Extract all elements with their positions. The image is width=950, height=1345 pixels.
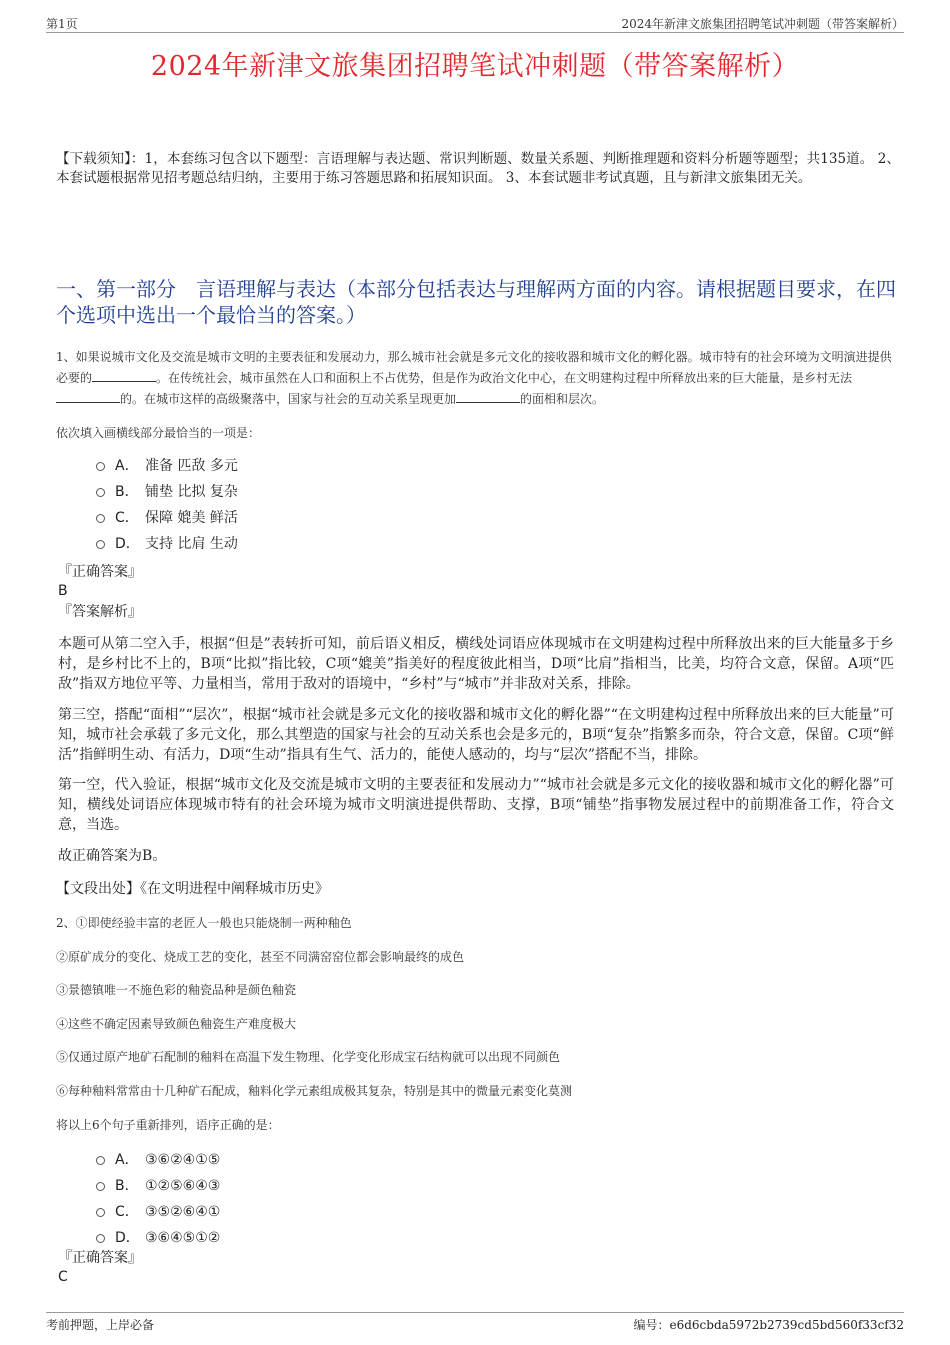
section-heading: 一、第一部分 言语理解与表达（本部分包括表达与理解两方面的内容。请根据题目要求，在四个选项中选出一个最恰当的答案。） <box>56 277 896 327</box>
footer-slogan: 考前押题，上岸必备 <box>46 1318 155 1332</box>
question-2-line: 2、①即使经验丰富的老匠人一般也只能烧制一两种釉色 <box>56 916 352 930</box>
analysis-paragraph: 第一空，代入验证，根据“城市文化及交流是城市文明的主要表征和发展动力”“城市社会就是多元文化的接收器和城市文化的孵化器”可知，横线处词语应体现城市特有的社会环境为城市文明演进提供帮助、支撑，B项“铺垫”指事物发展过程中的前期准备工作，符合文意，当选。 <box>58 777 894 833</box>
question-2-line: ⑤仅通过原产地矿石配制的釉料在高温下发生物理、化学变化形成宝石结构就可以出现不同颜色 <box>56 1050 561 1064</box>
radio-icon[interactable] <box>96 1182 105 1191</box>
source-citation: 【文段出处】《在文明进程中阐释城市历史》 <box>56 881 329 897</box>
question-1-prompt: 依次填入画横线部分最恰当的一项是： <box>56 426 261 440</box>
download-notice: 【下载须知】：1，本套练习包含以下题型：言语理解与表达题、常识判断题、数量关系题、判断推理题和资料分析题等题型；共135道。 2、本套试题根据常见招考题总结归纳，主要用于练习答题思路和拓展知识面。 3、本套试题非考试真题，且与新津文旅集团无关。 <box>56 151 900 186</box>
radio-icon[interactable] <box>96 1234 105 1243</box>
blank-3 <box>456 391 520 403</box>
radio-icon[interactable] <box>96 462 105 471</box>
radio-icon[interactable] <box>96 1156 105 1165</box>
option-c[interactable]: C． ③⑤②⑥④① <box>96 1199 220 1225</box>
question-1-options <box>96 453 238 557</box>
page-number: 第1页 <box>46 17 78 31</box>
option-b[interactable]: B． ①②⑤⑥④③ <box>96 1173 220 1199</box>
radio-icon[interactable] <box>96 1208 105 1217</box>
blank-2 <box>56 391 120 403</box>
page-footer <box>46 1312 904 1332</box>
answer-label: 『正确答案』 <box>58 564 142 580</box>
analysis-paragraph: 本题可从第二空入手，根据“但是”表转折可知，前后语义相反，横线处词语应体现城市在文明建构过程中所释放出来的巨大能量多于乡村，是乡村比不上的，B项“比拟”指比较，C项“媲美”指美好的程度彼此相当，D项“比肩”指相当，比美，均符合文意，保留。A项“匹敌”指双方地位平等、力量相当，常用于敌对的语境中，“乡村”与“城市”并非敌对关系，排除。 <box>58 636 894 692</box>
radio-icon[interactable] <box>96 540 105 549</box>
page-header <box>46 14 904 33</box>
footer-doc-id: 编号：e6d6cbda5972b2739cd5bd560f33cf32 <box>633 1318 904 1332</box>
question-2-line: ④这些不确定因素导致颜色釉瓷生产难度极大 <box>56 1017 297 1031</box>
answer-value: C <box>58 1269 68 1285</box>
question-2-line: ⑥每种釉料常常由十几种矿石配成，釉料化学元素组成极其复杂，特别是其中的微量元素变化莫测 <box>56 1084 573 1098</box>
radio-icon[interactable] <box>96 514 105 523</box>
option-d[interactable]: D． ③⑥④⑤①② <box>96 1225 220 1251</box>
option-b[interactable]: B． 铺垫 比拟 复杂 <box>96 479 238 505</box>
header-doc-title: 2024年新津文旅集团招聘笔试冲刺题（带答案解析） <box>621 17 904 31</box>
question-2-line: ③景德镇唯一不施色彩的釉瓷品种是颜色釉瓷 <box>56 983 297 997</box>
question-1-stem: 1、如果说城市文化及交流是城市文明的主要表征和发展动力，那么城市社会就是多元文化的接收器和城市文化的孵化器。城市特有的社会环境为文明演进提供必要的 。在传统社会，城市虽然在人口和面积上不占优势，但是作为政治文化中心，在文明建构过程中所释放出来的巨大能量，是乡村无法的。在城市这样的高级聚落中，国家与社会的互动关系呈现更加 的面相和层次。 <box>56 350 892 406</box>
analysis-label: 『答案解析』 <box>58 604 142 620</box>
option-c[interactable]: C． 保障 媲美 鲜活 <box>96 505 238 531</box>
option-d[interactable]: D． 支持 比肩 生动 <box>96 531 238 557</box>
question-2-prompt: 将以上6个句子重新排列，语序正确的是： <box>56 1118 280 1132</box>
option-a[interactable]: A． 准备 匹敌 多元 <box>96 453 238 479</box>
radio-icon[interactable] <box>96 488 105 497</box>
analysis-conclusion: 故正确答案为B。 <box>58 848 167 864</box>
question-2-options <box>96 1147 220 1251</box>
answer-value: B <box>58 583 68 599</box>
option-a[interactable]: A． ③⑥②④①⑤ <box>96 1147 220 1173</box>
answer-label: 『正确答案』 <box>58 1250 142 1266</box>
blank-1 <box>92 370 156 382</box>
document-title: 2024年新津文旅集团招聘笔试冲刺题（带答案解析） <box>150 51 800 82</box>
question-2-line: ②原矿成分的变化、烧成工艺的变化，甚至不同满窑窑位都会影响最终的成色 <box>56 950 465 964</box>
analysis-paragraph: 第三空，搭配“面相”“层次”，根据“城市社会就是多元文化的接收器和城市文化的孵化器”“在文明建构过程中所释放出来的巨大能量”可知，城市社会承载了多元文化，那么其塑造的国家与社会的互动关系也会是多元的，B项“复杂”指繁多而杂，符合文意，保留。C项“鲜活”指鲜明生动、有活力，D项“生动”指具有生气、活力的，能使人感动的，均与“层次”搭配不当，排除。 <box>58 707 894 763</box>
